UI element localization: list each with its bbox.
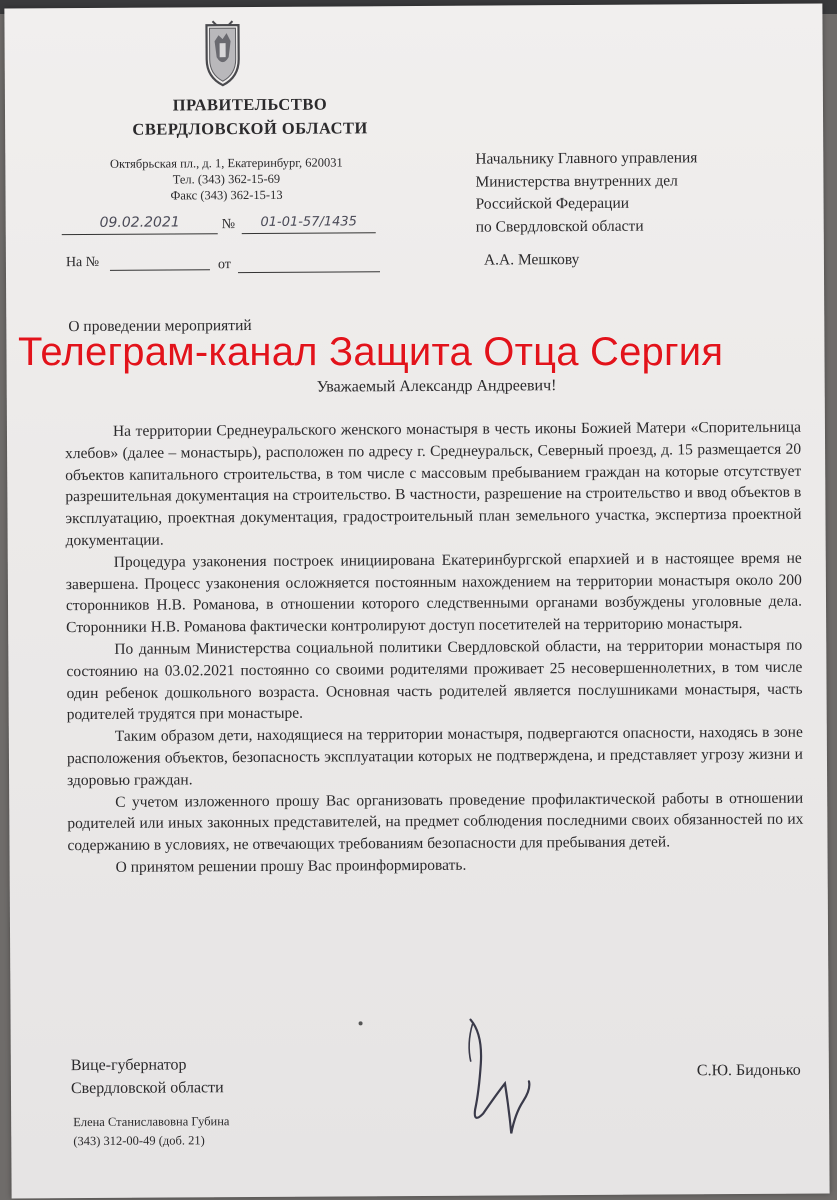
letter-subject: О проведении мероприятий [68,317,252,336]
signatory-position-line-2: Свердловской области [70,1079,224,1098]
salutation: Уважаемый Александр Андреевич! [316,377,557,396]
performer-name: Елена Станиславовна Губина [73,1114,230,1130]
signatory-position-line-1: Вице-губернатор [70,1056,187,1075]
addressee-line-4: по Свердловской области [475,217,644,236]
coat-of-arms-icon [200,19,244,89]
paragraph: Процедура узаконения построек инициирована Екатеринбургской епархией и в настоящее время не завершена. Процесс узаконения осложняется постоянным нахождением на территории монастыря около 200 сторонников Н.В. Романова, в отношении которого следственными органами возбуждены уголовные дела. Сторонники Н.В. Романова фактически контролируют доступ посетителей на территорию монастыря. [65,549,803,637]
organization-address: Октябрьская пл., д. 1, Екатеринбург, 620031 [109,155,343,171]
paragraph: На территории Среднеуральского женского монастыря в честь иконы Божией Матери «Спорительница хлебов» (далее – монастырь), расположен по адресу г. Среднеуральск, Северный проезд, д. 15 размещается 20 объектов капитального строительства, в том числе с массовым пребыванием граждан на которые отсутствует разрешительная документация на строительство. В частности, разрешение на строительство и ввод объектов в эксплуатацию, проектная документация, градостроительный план земельного участка, экспертиза проектной документации. [65,418,802,550]
addressee-line-2: Министерства внутренних дел [475,171,678,191]
paragraph: С учетом изложенного прошу Вас организовать проведение профилактической работы в отношении родителей или иных законных представителей, на предмет соблюдения последними своих обязанностей по их содержанию в условиях, не отвечающих требованиям безопасности для пребывания детей. [67,789,804,855]
organization-fax: Факс (343) 362-15-13 [170,187,283,203]
performer-phone: (343) 312-00-49 (доб. 21) [73,1133,205,1149]
registration-number-field [242,212,376,234]
paragraph: О принятом решении прошу Вас проинформировать. [115,856,467,876]
registration-date-field [62,213,218,235]
addressee-block [475,147,796,239]
organization-phone: Тел. (343) 362-15-69 [172,171,281,187]
reference-date-blank [238,271,380,273]
reference-number-label: На № [65,254,100,271]
performer-block [73,1112,230,1151]
organization-line-2: СВЕРДЛОВСКОЙ ОБЛАСТИ [132,118,368,139]
reference-date-label: от [217,257,231,273]
letter-body [65,417,804,879]
signatory-position [71,1053,224,1100]
organization-name [115,92,385,142]
handwritten-signature [453,1013,564,1144]
registration-number-label: № [221,217,236,233]
addressee-name: А.А. Мешкову [483,251,580,269]
telegram-watermark: Телеграм-канал Защита Отца Сергия [18,330,724,374]
addressee-line-1: Начальнику Главного управления [475,149,698,168]
registration-date: 09.02.2021 [99,214,180,231]
reference-number-blank [110,269,210,271]
signatory-name: С.Ю. Бидонько [696,1061,801,1080]
paper-mark [359,1021,363,1025]
addressee-line-3: Российской Федерации [475,194,630,213]
paragraph: По данным Министерства социальной политики Свердловской области, на территории монастыря по состоянию на 03.02.2021 постоянно со своими родителями проживает 25 несовершеннолетних, в том числе один ребенок дошкольного возраста. Основная часть родителей является послушниками монастыря, часть родителей трудятся при монастыре. [66,636,803,724]
organization-line-1: ПРАВИТЕЛЬСТВО [172,94,328,115]
letter-sheet [4,4,829,1199]
organization-contacts [61,154,391,204]
registration-number: 01-01-57/1435 [260,214,357,230]
paragraph: Таким образом дети, находящиеся на территории монастыря, подвергаются опасности, находясь в зоне расположения объектов, безопасность эксплуатации которых не подтверждена, и представляет угрозу жизни и здоровью граждан. [66,723,803,789]
